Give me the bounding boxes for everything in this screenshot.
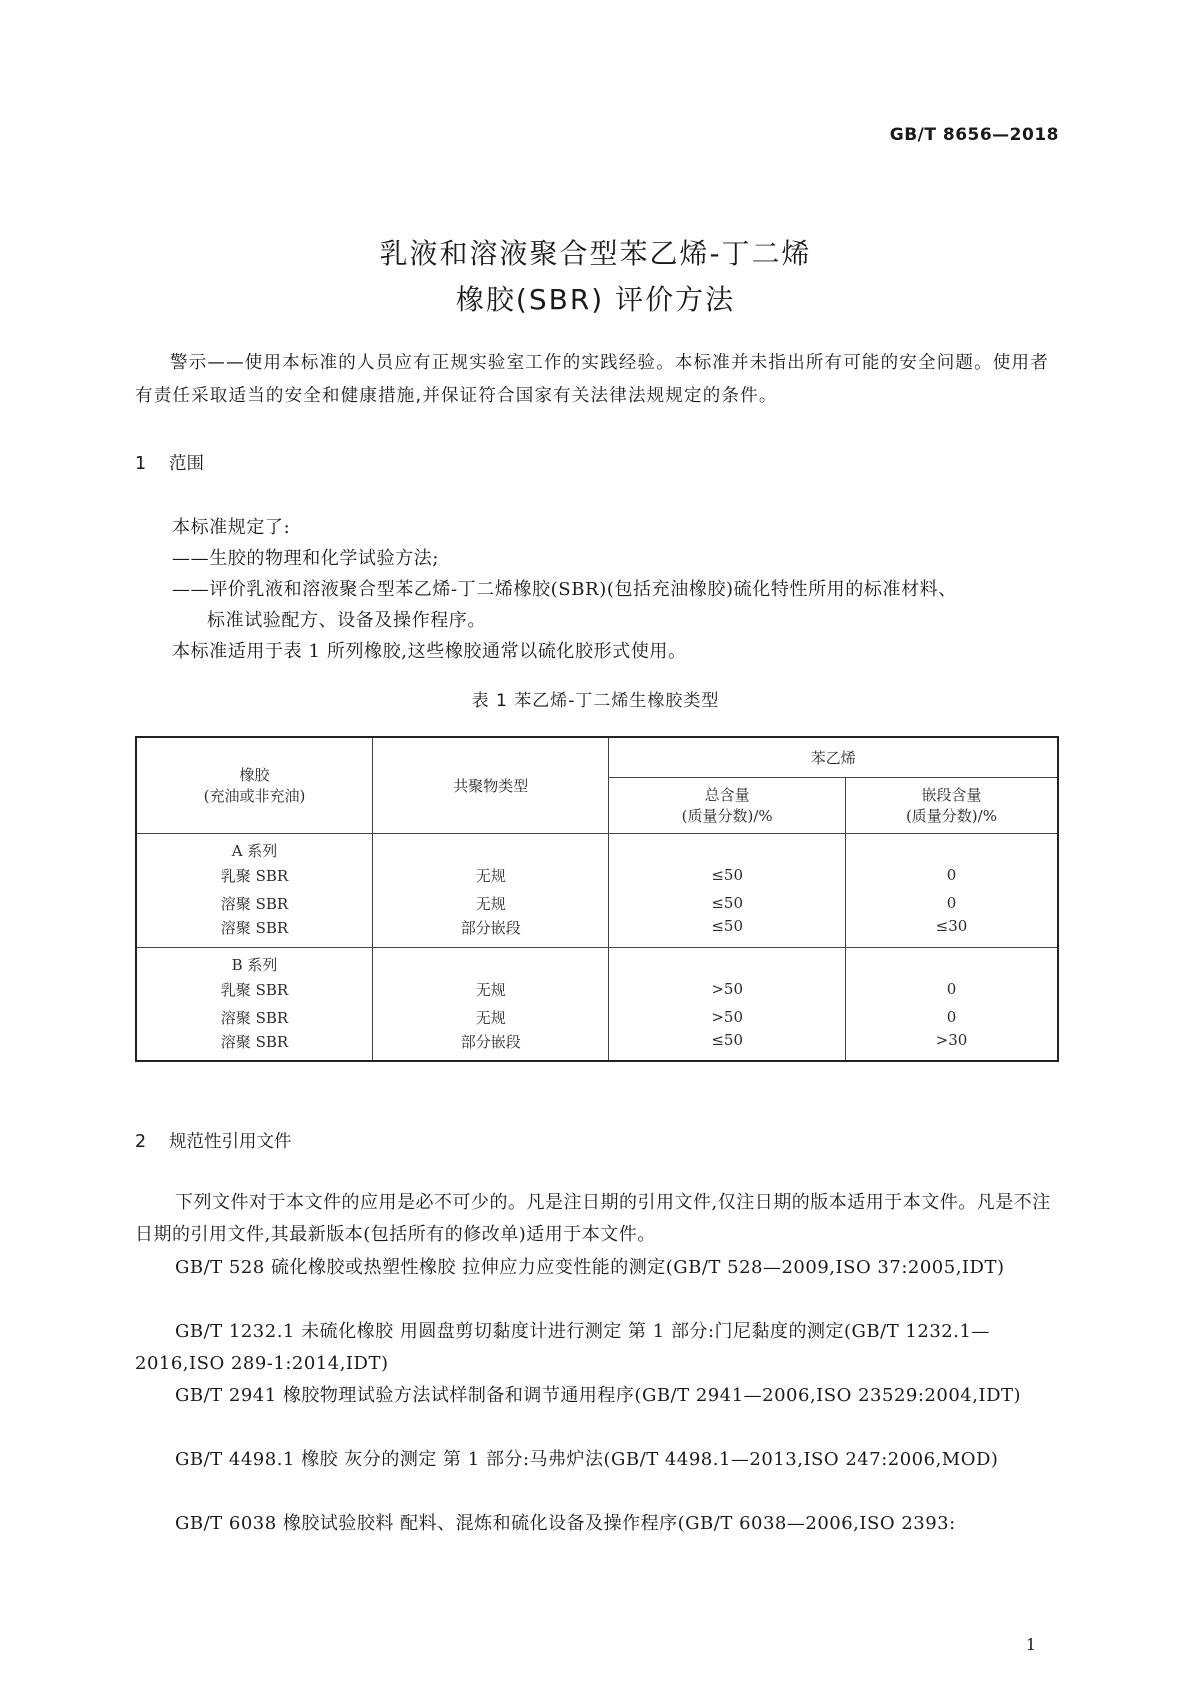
standard-number: GB/T 8656—2018 bbox=[889, 125, 1059, 145]
header-total-content: 总含量 (质量分数)/% bbox=[609, 777, 846, 833]
scope-item-continuation: 标准试验配方、设备及操作程序。 bbox=[207, 610, 486, 631]
safety-warning: 警示——使用本标准的人员应有正规实验室工作的实践经验。本标准并未指出所有可能的安全问题。使用者有责任采取适当的安全和健康措施,并保证符合国家有关法律法规规定的条件。 bbox=[135, 353, 1049, 406]
section-number: 2 bbox=[135, 1132, 147, 1152]
section-title: 规范性引用文件 bbox=[169, 1132, 292, 1152]
normative-intro: 下列文件对于本文件的应用是必不可少的。凡是注日期的引用文件,仅注日期的版本适用于本文件。凡是不注日期的引用文件,其最新版本(包括所有的修改单)适用于本文件。 bbox=[135, 1192, 1051, 1245]
table-caption: 表 1 苯乙烯-丁二烯生橡胶类型 bbox=[471, 691, 720, 711]
section-2-heading bbox=[135, 1128, 292, 1153]
section-number: 1 bbox=[135, 454, 147, 474]
page-number: 1 bbox=[1025, 1635, 1036, 1654]
rubber-types-table bbox=[135, 736, 1059, 1062]
header-block-content: 嵌段含量 (质量分数)/% bbox=[845, 777, 1058, 833]
header-copolymer: 共聚物类型 bbox=[372, 737, 608, 833]
reference-entry: GB/T 1232.1 未硫化橡胶 用圆盘剪切黏度计进行测定 第 1 部分:门尼黏度的测定(GB/T 1232.1—2016,ISO 289-1:2014,IDT) bbox=[135, 1321, 990, 1374]
table-row: 乳聚 SBR 无规 ≤50 0 bbox=[136, 861, 1058, 889]
reference-entry: GB/T 2941 橡胶物理试验方法试样制备和调节通用程序(GB/T 2941—2006,ISO 23529:2004,IDT) bbox=[175, 1385, 1022, 1406]
scope-item: ——评价乳液和溶液聚合型苯乙烯-丁二烯橡胶(SBR)(包括充油橡胶)硫化特性所用的标准材料、 bbox=[172, 579, 957, 600]
reference-entry: GB/T 4498.1 橡胶 灰分的测定 第 1 部分:马弗炉法(GB/T 4498.1—2013,ISO 247:2006,MOD) bbox=[175, 1449, 999, 1470]
table-row: 乳聚 SBR 无规 >50 0 bbox=[136, 975, 1058, 1003]
header-rubber: 橡胶 (充油或非充油) bbox=[136, 737, 372, 833]
scope-applies: 本标准适用于表 1 所列橡胶,这些橡胶通常以硫化胶形式使用。 bbox=[172, 641, 687, 662]
section-title: 范围 bbox=[169, 454, 204, 474]
section-1-heading bbox=[135, 450, 204, 475]
scope-intro: 本标准规定了: bbox=[172, 517, 291, 538]
scope-item: ——生胶的物理和化学试验方法; bbox=[172, 548, 440, 569]
table-row: 溶聚 SBR 无规 ≤50 0 bbox=[136, 889, 1058, 917]
group-label: B 系列 bbox=[136, 947, 372, 975]
reference-entry: GB/T 528 硫化橡胶或热塑性橡胶 拉伸应力应变性能的测定(GB/T 528—2009,ISO 37:2005,IDT) bbox=[175, 1257, 1005, 1278]
header-styrene: 苯乙烯 bbox=[609, 737, 1058, 777]
document-title-line2: 橡胶(SBR) 评价方法 bbox=[455, 283, 736, 316]
document-title-line1: 乳液和溶液聚合型苯乙烯-丁二烯 bbox=[379, 237, 812, 270]
group-label: A 系列 bbox=[136, 833, 372, 861]
table-row: 溶聚 SBR 无规 >50 0 bbox=[136, 1003, 1058, 1031]
table-row: 溶聚 SBR 部分嵌段 ≤50 >30 bbox=[136, 1031, 1058, 1061]
reference-entry: GB/T 6038 橡胶试验胶料 配料、混炼和硫化设备及操作程序(GB/T 6038—2006,ISO 2393: bbox=[175, 1513, 956, 1534]
table-row: 溶聚 SBR 部分嵌段 ≤50 ≤30 bbox=[136, 917, 1058, 947]
